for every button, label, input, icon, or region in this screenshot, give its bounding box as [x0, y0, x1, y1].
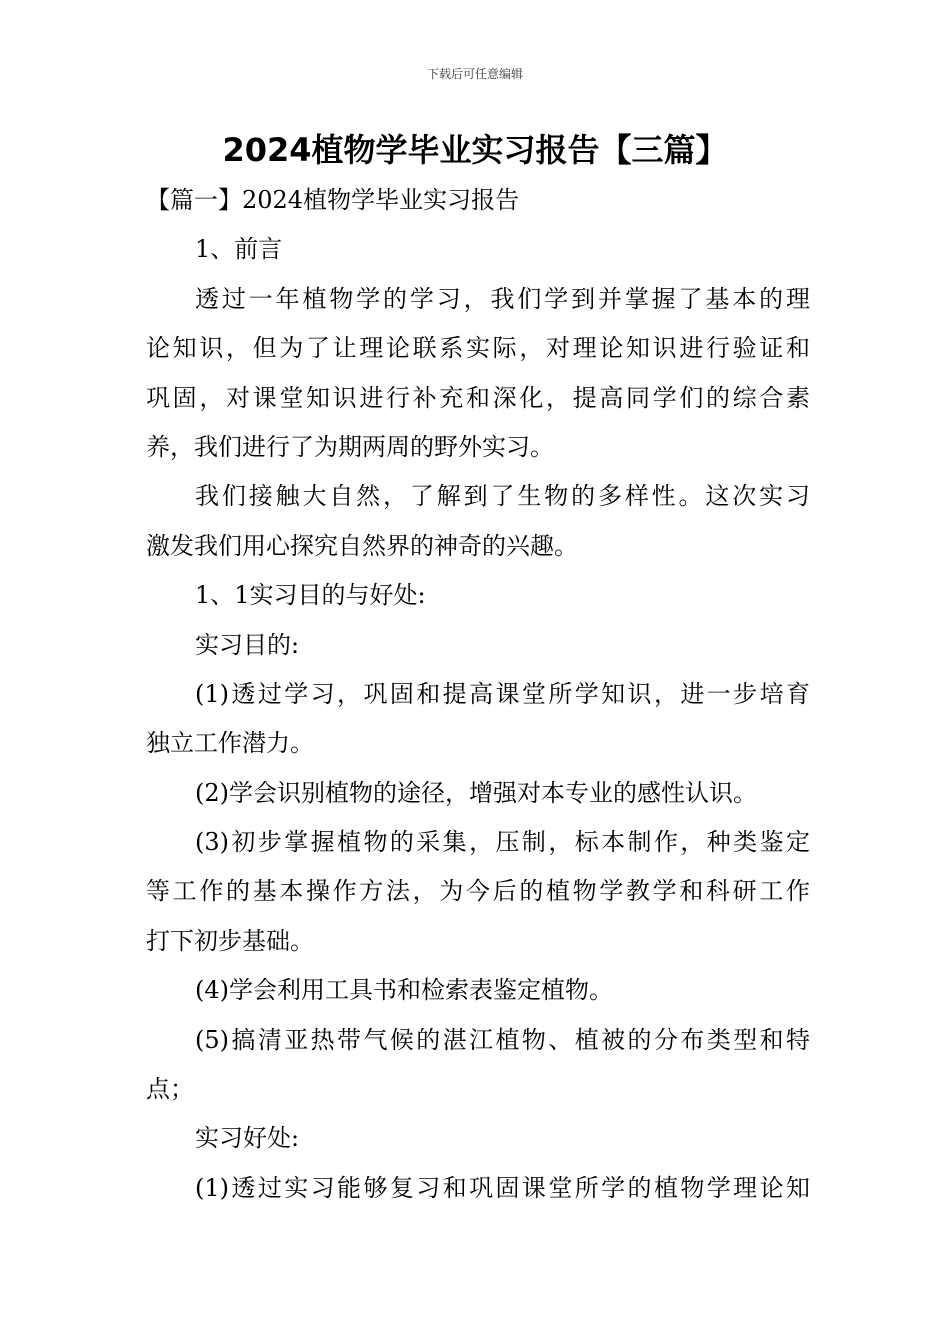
list-item-line: (2)学会识别植物的途径，增强对本专业的感性认识。: [195, 778, 757, 807]
list-item-line: (4)学会利用工具书和检索表鉴定植物。: [195, 976, 613, 1005]
paragraph-line: 论知识，但为了让理论联系实际，对理论知识进行验证和: [146, 334, 810, 363]
list-item-line: (5)搞清亚热带气候的湛江植物、植被的分布类型和特: [195, 1025, 810, 1054]
document-title: 2024植物学毕业实习报告【三篇】: [222, 131, 728, 169]
list-heading: 实习目的:: [195, 630, 300, 659]
paragraph-line: 激发我们用心探究自然界的神奇的兴趣。: [146, 531, 578, 560]
list-item-line: (1)透过学习，巩固和提高课堂所学知识，进一步培育: [195, 679, 810, 708]
list-item-line: 独立工作潜力。: [146, 729, 314, 758]
header-note: 下载后可任意编辑: [426, 67, 523, 81]
paragraph-line: 我们接触大自然，了解到了生物的多样性。这次实习: [195, 482, 810, 511]
list-item-line: 点；: [146, 1075, 194, 1104]
list-item-line: (1)透过实习能够复习和巩固课堂所学的植物学理论知: [195, 1173, 810, 1202]
paragraph-line: 透过一年植物学的学习，我们学到并掌握了基本的理: [195, 284, 810, 313]
paragraph-line: 巩固，对课堂知识进行补充和深化，提高同学们的综合素: [146, 383, 810, 412]
paragraph-line: 养，我们进行了为期两周的野外实习。: [146, 432, 554, 461]
subsection-heading: 1、前言: [195, 235, 283, 264]
list-item-line: 打下初步基础。: [146, 926, 314, 955]
list-heading: 实习好处:: [195, 1124, 300, 1153]
subsection-heading: 1、1实习目的与好处:: [195, 581, 426, 610]
list-item-line: 等工作的基本操作方法，为今后的植物学教学和科研工作: [146, 877, 810, 906]
list-item-line: (3)初步掌握植物的采集，压制，标本制作，种类鉴定: [195, 828, 810, 857]
document-body: [146, 176, 810, 1213]
section-heading: 【篇一】2024植物学毕业实习报告: [146, 186, 520, 214]
